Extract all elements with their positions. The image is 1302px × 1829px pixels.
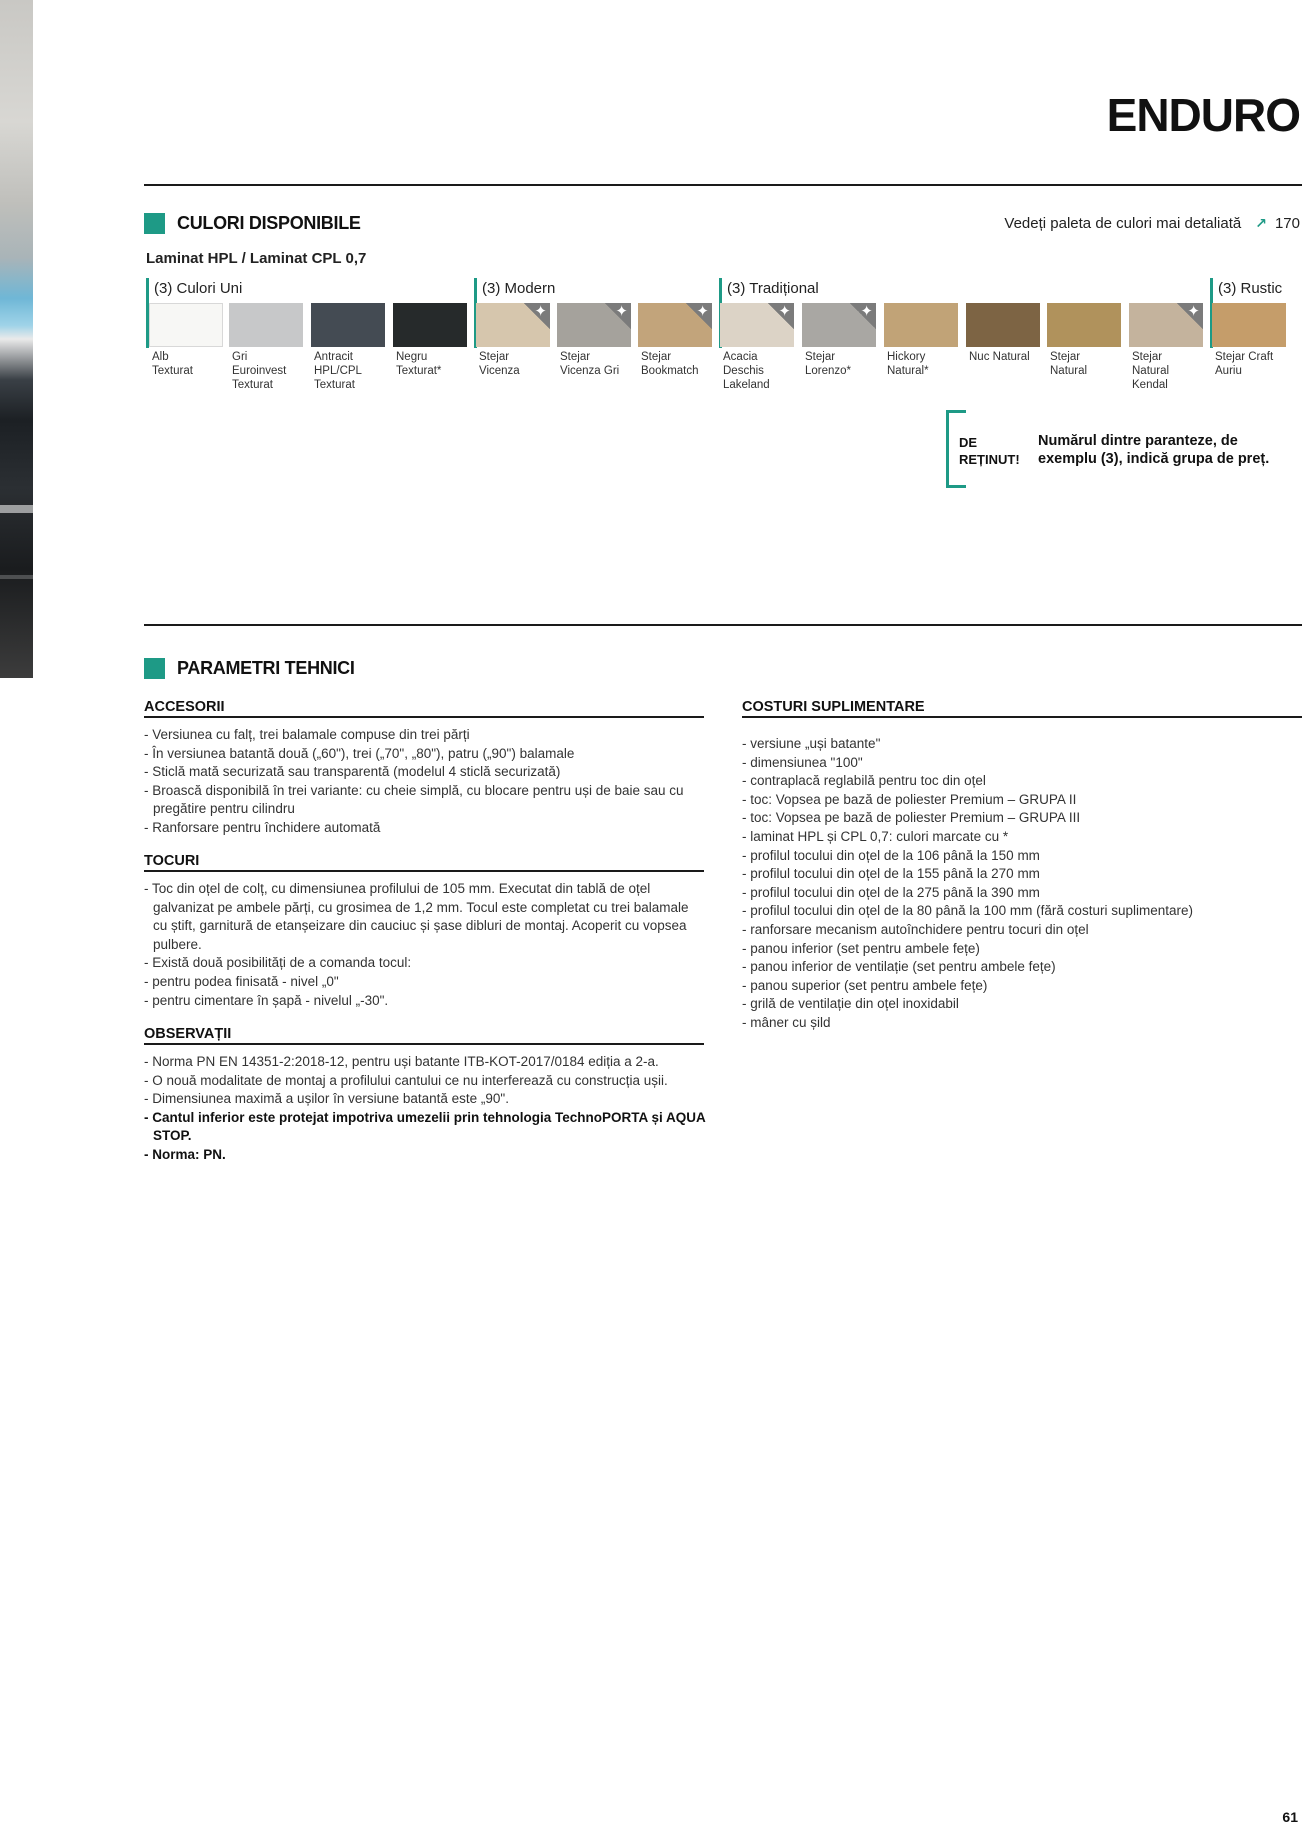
note-tag: DE REȚINUT!: [959, 435, 1020, 467]
list-item: - laminat HPL și CPL 0,7: culori marcate cu *: [742, 828, 1009, 844]
note-text: Numărul dintre paranteze, de exemplu (3), indică grupa de preț.: [1038, 433, 1270, 467]
color-swatch-item: [557, 303, 631, 378]
star-icon: ✦: [1177, 303, 1203, 329]
color-swatch-label: Nuc Natural: [969, 351, 1030, 363]
color-swatch-label: Stejar Natural Kendal: [1132, 351, 1170, 391]
list-item: - Broască disponibilă în trei variante: cu cheie simplă, cu blocare pentru uși de baie sau cu pregătire pentru cilindru: [144, 782, 684, 817]
color-swatch-item: [311, 303, 385, 392]
color-swatch: [229, 303, 303, 347]
list-item: - Norma PN EN 14351-2:2018-12, pentru uși batante ITB-KOT-2017/0184 ediția a 2-a.: [144, 1054, 659, 1069]
top-rule: [144, 184, 1302, 186]
color-swatch-item: [884, 303, 958, 378]
observatii-heading: OBSERVAȚII: [144, 1026, 704, 1045]
section-marker-square: [144, 658, 165, 679]
costuri-list: [742, 735, 1302, 1033]
color-swatch-item: [720, 303, 794, 392]
interior-photo-strip: [0, 0, 33, 678]
note-box: [946, 410, 1286, 488]
list-item: - profilul tocului din oțel de la 80 până la 100 mm (fără costuri suplimentare): [742, 903, 1193, 919]
list-item: - contraplacă reglabilă pentru toc din oțel: [742, 773, 986, 789]
color-swatch-label: Antracit HPL/CPL Texturat: [314, 351, 362, 391]
list-item: - profilul tocului din oțel de la 106 până la 150 mm: [742, 847, 1040, 863]
palette-link-page[interactable]: 170: [1274, 215, 1300, 232]
color-swatch-item: [393, 303, 467, 378]
list-item: - toc: Vopsea pe bază de poliester Premium – GRUPA III: [742, 810, 1081, 826]
color-swatch: [638, 303, 712, 347]
list-item: - pentru podea finisată - nivel „0": [144, 973, 339, 989]
color-swatch-item: [966, 303, 1040, 364]
photo-glint: [0, 575, 33, 579]
list-item: - Ranforsare pentru închidere automată: [144, 819, 381, 835]
color-swatch-label: Alb Texturat: [152, 351, 193, 377]
observatii-list: [144, 1053, 714, 1165]
color-swatch-label: Acacia Deschis Lakeland: [723, 351, 770, 391]
palette-link[interactable]: [1004, 215, 1300, 232]
list-item: - Toc din oțel de colț, cu dimensiunea profilului de 105 mm. Executat din tablă de oțel galvanizat pe ambele părți, cu grosimea de 1,2 mm. Tocul este completat cu trei balamale cu știft, garnitură de etanșeizare din cauciuc și șase dibluri de montaj. Acoperit cu vopsea pulbere.: [144, 881, 689, 952]
color-swatch-label: Gri Euroinvest Texturat: [232, 351, 287, 391]
list-item: - mâner cu șild: [742, 1014, 831, 1030]
color-swatch-label: Stejar Natural: [1050, 351, 1088, 377]
list-item: - Norma: PN.: [144, 1146, 226, 1162]
tocuri-heading: TOCURI: [144, 853, 704, 872]
color-group-name: (3) Tradițional: [727, 280, 819, 297]
list-item: - Cantul inferior este protejat impotriva umezelii prin tehnologia TechnoPORTA și AQUA STOP.: [144, 1109, 706, 1144]
list-item: - Versiunea cu falț, trei balamale compuse din trei părți: [144, 727, 470, 742]
middle-rule: [144, 624, 1302, 626]
list-item: - Sticlă mată securizată sau transparentă (modelul 4 sticlă securizată): [144, 764, 561, 780]
costuri-heading: COSTURI SUPLIMENTARE: [742, 699, 1302, 718]
color-swatch: [884, 303, 958, 347]
color-swatch-item: [1129, 303, 1203, 392]
star-icon: ✦: [524, 303, 550, 329]
color-swatch-label: Negru Texturat*: [396, 351, 442, 377]
color-swatch-label: Stejar Bookmatch: [641, 351, 699, 377]
star-icon: ✦: [605, 303, 631, 329]
accesorii-heading: ACCESORII: [144, 699, 704, 718]
list-item: - O nouă modalitate de montaj a profilului cantului ce nu interferează cu construcția ușii.: [144, 1072, 668, 1088]
photo-glint: [0, 505, 33, 513]
list-item: - profilul tocului din oțel de la 155 până la 270 mm: [742, 866, 1040, 882]
color-swatch-item: [1212, 303, 1286, 378]
color-swatch: [149, 303, 223, 347]
color-swatch: [393, 303, 467, 347]
list-item: - Există două posibilități de a comanda tocul:: [144, 955, 412, 971]
list-item: - versiune „uși batante": [742, 736, 881, 751]
section-marker-square: [144, 213, 165, 234]
list-item: - toc: Vopsea pe bază de poliester Premium – GRUPA II: [742, 791, 1077, 807]
list-item: - profilul tocului din oțel de la 275 până la 390 mm: [742, 884, 1040, 900]
colors-section-heading: [144, 213, 361, 234]
color-swatch: [1047, 303, 1121, 347]
list-item: - ranforsare mecanism autoînchidere pentru tocuri din oțel: [742, 921, 1089, 937]
list-item: - panou superior (set pentru ambele fețe): [742, 977, 988, 993]
color-swatch-item: [1047, 303, 1121, 378]
color-swatch: [1212, 303, 1286, 347]
accesorii-list: [144, 726, 684, 838]
tech-heading-text: PARAMETRI TEHNICI: [177, 658, 355, 678]
color-swatch-label: Hickory Natural*: [887, 351, 929, 377]
tech-section-heading: [144, 658, 355, 679]
color-swatch-label: Stejar Vicenza Gri: [560, 351, 620, 377]
star-icon: ✦: [768, 303, 794, 329]
laminat-label: Laminat HPL / Laminat CPL 0,7: [146, 250, 367, 267]
page-number: 61: [1282, 1809, 1298, 1825]
tocuri-list: [144, 880, 694, 1010]
list-item: - panou inferior (set pentru ambele fețe): [742, 940, 980, 956]
color-swatch: [802, 303, 876, 347]
color-swatch-item: [476, 303, 550, 378]
palette-link-text[interactable]: Vedeți paleta de culori mai detaliată: [1004, 215, 1242, 232]
color-swatch: [966, 303, 1040, 347]
list-item: - grilă de ventilație din oțel inoxidabil: [742, 996, 959, 1012]
color-swatch-item: [229, 303, 303, 392]
color-swatch: [557, 303, 631, 347]
color-group-name: (3) Rustic: [1218, 280, 1283, 297]
color-swatch-item: [638, 303, 712, 378]
list-item: - panou inferior de ventilație (set pentru ambele fețe): [742, 959, 1056, 975]
color-swatch: [1129, 303, 1203, 347]
color-group-name: (3) Culori Uni: [154, 280, 243, 297]
list-item: - Dimensiunea maximă a ușilor în versiune batantă este „90".: [144, 1091, 509, 1107]
list-item: - pentru cimentare în șapă - nivelul „-30".: [144, 992, 389, 1008]
color-swatch-item: [802, 303, 876, 378]
color-swatch: [476, 303, 550, 347]
color-swatch: [720, 303, 794, 347]
list-item: - În versiunea batantă două („60"), trei („70", „80"), patru („90") balamale: [144, 745, 575, 761]
list-item: - dimensiunea "100": [742, 754, 863, 770]
color-swatch-label: Stejar Craft Auriu: [1215, 351, 1274, 377]
star-icon: ✦: [686, 303, 712, 329]
page-title: ENDURO: [1106, 89, 1300, 141]
color-swatch-item: [149, 303, 223, 378]
color-swatch: [311, 303, 385, 347]
arrow-up-right-icon[interactable]: ↗: [1255, 215, 1267, 231]
color-swatch-label: Stejar Lorenzo*: [805, 351, 852, 377]
color-swatch-label: Stejar Vicenza: [479, 351, 520, 377]
color-group-name: (3) Modern: [482, 280, 556, 297]
star-icon: ✦: [850, 303, 876, 329]
colors-heading-text: CULORI DISPONIBILE: [177, 213, 361, 233]
